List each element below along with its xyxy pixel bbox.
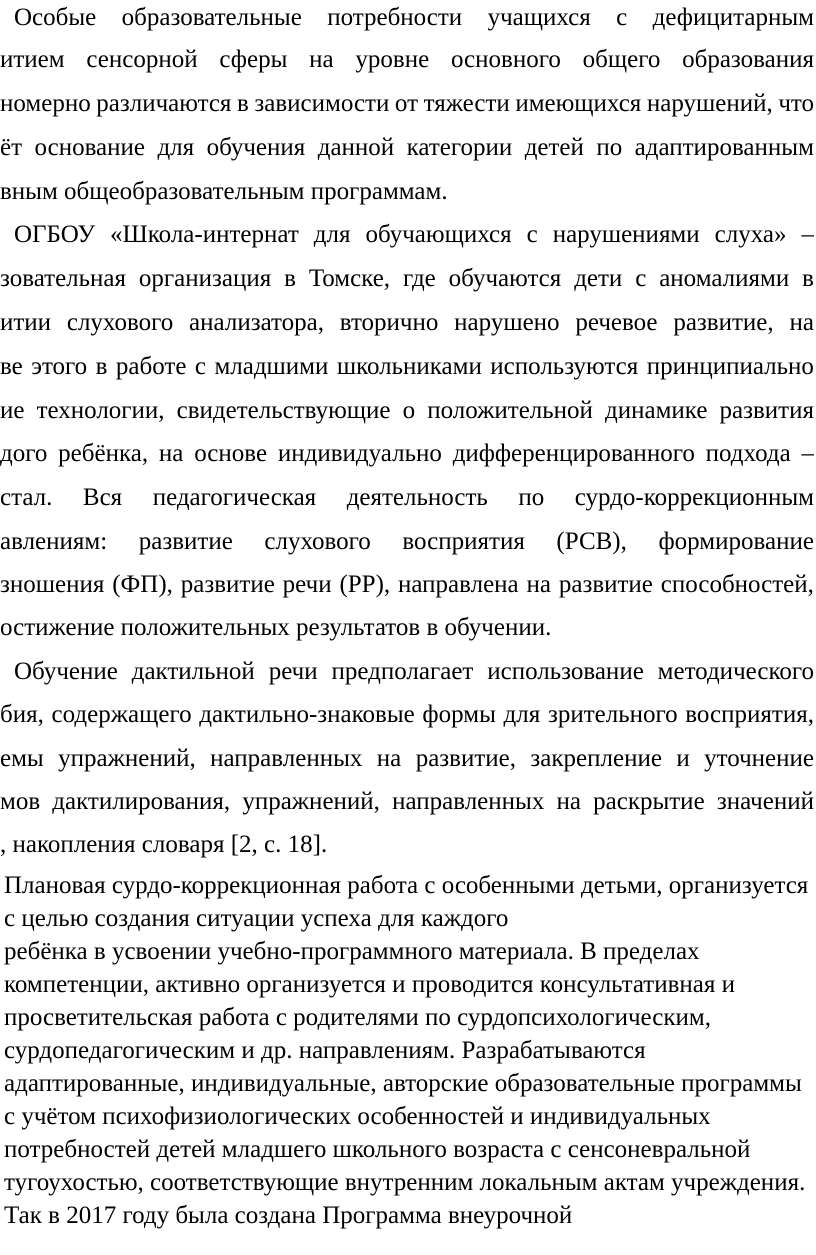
word: дого [0,440,48,467]
word: на [556,788,581,815]
word: в [802,265,814,292]
text-line: с учётом психофизиологических особенностей и индивидуальных [4,1103,711,1130]
text-line [0,393,814,429]
word: педагогическая [152,484,317,511]
word: закрепление [530,745,662,772]
word: итии [0,309,52,336]
word: зрительного [547,701,678,728]
word: дактилирования, [52,788,231,815]
word: общего [582,46,661,73]
word: индивидуально [277,440,442,467]
word: дифференцированного [452,440,695,467]
word: зовательная [0,265,127,292]
word: этого [31,353,88,380]
word: сурдо-коррекционным [574,484,814,511]
word: раскрытие [593,788,705,815]
word: подхода [705,440,791,467]
text-line: потребностей детей младшего школьного возраста с сенсоневральной [4,1136,751,1163]
text-line [0,697,814,733]
word: принципиально [646,353,814,380]
text-line [0,349,814,385]
word: организация [138,265,272,292]
word: речи [282,571,332,598]
word: потребности [327,4,463,31]
word: упражнений, [58,745,196,772]
word: динамике [605,397,708,424]
word: с [616,4,628,31]
word: что [778,90,814,117]
word: ОГБОУ [14,221,96,248]
text-line: адаптированные, индивидуальные, авторские образовательные программы [4,1070,802,1097]
word: уровне [355,46,430,73]
word: с [194,353,206,380]
word: в [284,265,296,292]
word: с [635,265,647,292]
word: зношения [0,571,105,598]
word: вторично [339,309,439,336]
word: и [676,745,690,772]
word: на [526,571,551,598]
word: слуха» [714,221,787,248]
text-line: Так в 2017 году была создана Программа внеурочной [4,1202,573,1229]
word: на [309,46,334,73]
word: аномалиями [659,265,790,292]
text-line [14,0,814,36]
word: Томске, [308,265,391,292]
word: Особые [14,4,97,31]
text-line: тугоухостью, соответствующие внутренним локальным актам учреждения. [4,1169,806,1196]
word: формирование [658,528,814,555]
word: ие [0,397,25,424]
word: для [313,221,351,248]
word: образования [682,46,814,73]
word: слухового [66,309,174,336]
text-line [0,305,814,341]
word: речи [268,658,318,685]
word: на [376,745,402,772]
word: данной [317,134,395,161]
word: по [518,484,545,511]
word: сенсорной [86,46,198,73]
word: сферы [219,46,288,73]
word: по [596,134,623,161]
text-line [0,261,814,297]
text-line: Плановая сурдо-коррекционная работа с особенными детьми, организуется [4,872,809,899]
word: дети [574,265,623,292]
text-line: , накопления словаря [2, с. 18]. [0,831,328,858]
word: где [402,265,436,292]
word: упражнений, [242,788,380,815]
word: развитие, [673,309,774,336]
word: – [801,440,814,467]
text-line [0,784,814,820]
word: восприятия [402,528,525,555]
word: образовательные [121,4,302,31]
word: предполагает [331,658,474,685]
word: дактильно-знаковые [199,701,415,728]
word: методического [657,658,814,685]
word: номерно [0,90,91,117]
text-line [0,42,814,78]
text-line [0,130,814,166]
text-line: компетенции, активно организуется и проводится консультативная и [4,971,736,998]
text-line [0,480,814,516]
text-line [0,567,814,603]
word: нарушено [454,309,560,336]
word: направленных [392,788,545,815]
word: различаются [96,90,232,117]
text-line: остижение положительных результатов в обучении. [0,614,552,641]
word: направлена [398,571,519,598]
word: используются [490,353,639,380]
text-line: вным общеобразовательным программам. [0,178,448,205]
word: развитие, [415,745,516,772]
word: для [503,701,541,728]
word: деятельность [346,484,488,511]
word: бия, [0,701,44,728]
text-line [0,524,814,560]
word: способностей, [660,571,814,598]
word: основание [34,134,145,161]
word: школьниками [336,353,482,380]
word: ве [0,353,23,380]
word: обучаются [448,265,562,292]
word: свидетельствующие [176,397,391,424]
text-line: с целью создания ситуации успеха для каждого [4,905,509,932]
word: значений [716,788,814,815]
word: речевое [575,309,658,336]
word: (ФП), [112,571,173,598]
word: основе [194,440,268,467]
word: адаптированным [634,134,814,161]
word: обучающихся [365,221,512,248]
word: дактильной [131,658,255,685]
word: ребёнка, [58,440,149,467]
word: направленных [210,745,363,772]
word: нарушений, [646,90,773,117]
word: в [95,353,108,380]
text-line [14,654,814,690]
word: младшими [214,353,329,380]
word: зависимости [254,90,390,117]
word: развитие [558,571,653,598]
word: «Школа-интернат [110,221,299,248]
word: (РР), [339,571,391,598]
text-line: ребёнка в усвоении учебно-программного материала. В пределах [4,938,700,965]
word: дефицитарным [652,4,814,31]
word: основного [450,46,561,73]
word: с [526,221,538,248]
word: стал. [0,484,53,511]
word: авлениям: [0,528,108,555]
word: для [157,134,195,161]
word: категории [406,134,513,161]
word: восприятия, [685,701,814,728]
word: – [801,221,814,248]
word: анализатора, [189,309,324,336]
word: развитие [180,571,275,598]
word: развитие [138,528,233,555]
word: емы [0,745,44,772]
word: Вся [82,484,123,511]
word: уточнение [704,745,814,772]
word: тяжести [423,90,510,117]
word: работе [115,353,187,380]
word: нарушениями [552,221,700,248]
word: мов [0,788,41,815]
word: от [394,90,419,117]
word: о [402,397,416,424]
word: технологии, [36,397,165,424]
word: учащихся [487,4,591,31]
word: содержащего [51,701,192,728]
word: имеющихся [515,90,642,117]
word: на [789,309,814,336]
word: формы [422,701,496,728]
text-line [0,436,814,472]
text-line [0,741,814,777]
word: итием [0,46,65,73]
word: использование [487,658,644,685]
word: развития [719,397,814,424]
word: ёт [0,134,23,161]
word: детей [524,134,584,161]
text-line: сурдопедагогическим и др. направлениям. Разрабатываются [4,1037,646,1064]
word: Обучение [14,658,118,685]
word: в [237,90,249,117]
text-line: просветительская работа с родителями по сурдопсихологическим, [4,1004,711,1031]
text-line [14,217,814,253]
word: обучения [206,134,306,161]
word: слухового [264,528,371,555]
word: положительной [427,397,593,424]
word: (РСВ), [556,528,627,555]
text-line [0,86,814,122]
word: на [158,440,184,467]
